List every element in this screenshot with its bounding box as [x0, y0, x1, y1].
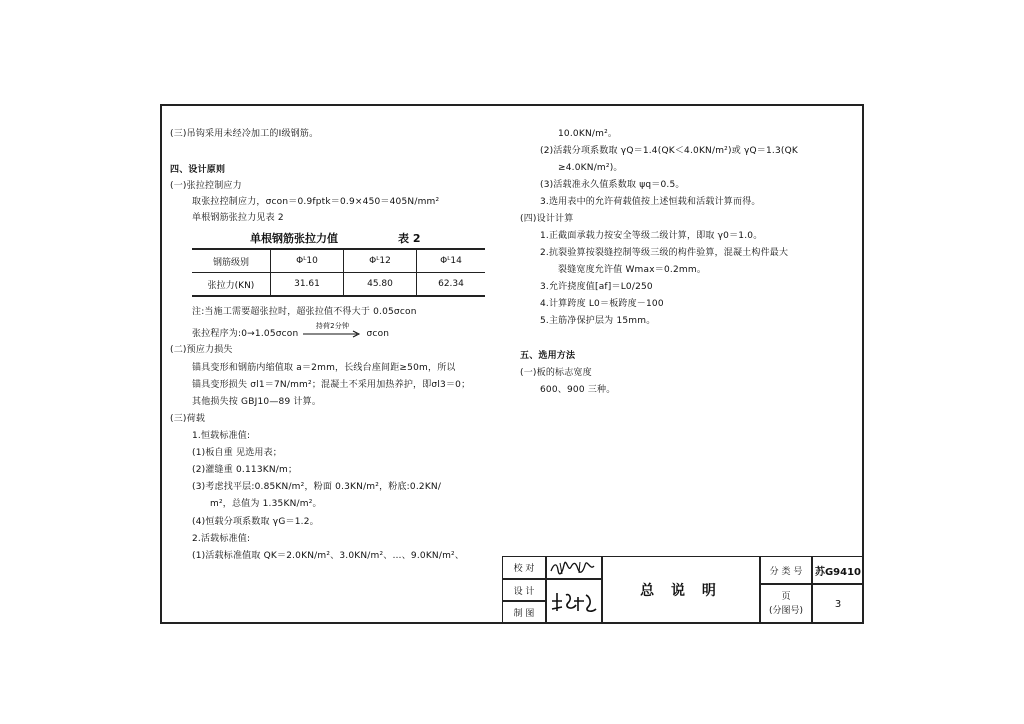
procedure-start: 张拉程序为:0→1.05σcon: [192, 329, 299, 339]
drawing-title: 总 说 明: [602, 556, 760, 624]
subsection-heading: (四)设计计算: [520, 214, 574, 224]
arrow-icon: [303, 329, 361, 339]
check-label: 校 对: [502, 556, 546, 579]
text-line: 锚具变形损失 σl1＝7N/mm²；混凝土不采用加热养护，即σl3＝0；: [192, 380, 471, 390]
text-line: (3)考虑找平层:0.85KN/m²，粉面 0.3KN/m²，粉底:0.2KN/: [192, 482, 442, 492]
text-line: 1.恒载标准值:: [192, 431, 251, 441]
text-line: 10.0KN/m²。: [558, 129, 618, 139]
hold-label: 持荷2分钟: [315, 321, 350, 330]
text-line: ≥4.0KN/m²)。: [558, 163, 623, 173]
table-row: [192, 273, 485, 297]
page-number: 3: [812, 584, 864, 624]
table-cell: Φᴸ14: [417, 249, 486, 273]
category-value: 苏G9410: [812, 556, 864, 584]
design-signature-cell: [546, 579, 602, 624]
text-line: (三)吊钩采用未经冷加工的Ⅰ级钢筋。: [170, 129, 319, 139]
table-cell: 钢筋级别: [192, 249, 271, 273]
text-line: 其他损失按 GBJ10—89 计算。: [192, 397, 322, 407]
tension-table: [192, 248, 485, 297]
text-line: 锚具变形和钢筋内缩值取 a＝2mm，长线台座间距≥50m，所以: [192, 363, 456, 373]
table-cell: 31.61: [271, 273, 344, 297]
design-label: 设 计: [502, 579, 546, 601]
text-line: (2)活载分项系数取 γQ＝1.4(QK＜4.0KN/m²)或 γQ＝1.3(QK: [540, 146, 798, 156]
text-line: 3.选用表中的允许荷载值按上述恒载和活载计算而得。: [540, 197, 761, 207]
subsection-heading: (一)张拉控制应力: [170, 181, 242, 191]
table-cell: 张拉力(KN): [192, 273, 271, 297]
text-line: (2)灌缝重 0.113KN/m；: [192, 465, 298, 475]
draw-label: 制 图: [502, 601, 546, 624]
text-line: (4)恒载分项系数取 γG＝1.2。: [192, 517, 319, 527]
text-line: 600、900 三种。: [540, 385, 616, 395]
table-cell: Φᴸ10: [271, 249, 344, 273]
signature-icon: [548, 559, 600, 577]
table-number: 表 2: [398, 232, 421, 245]
category-label: 分 类 号: [760, 556, 812, 584]
procedure-end: σcon: [366, 329, 390, 339]
table-title: 单根钢筋张拉力值: [250, 232, 338, 245]
text-line: 单根钢筋张拉力见表 2: [192, 213, 284, 223]
page-sub-label: (分图号): [768, 606, 804, 616]
section-heading: 四、设计原则: [170, 165, 226, 175]
section-heading: 五、选用方法: [520, 351, 576, 361]
table-header-row: [192, 249, 485, 273]
tension-procedure: [192, 321, 390, 340]
text-line: 取张拉控制应力，σcon＝0.9fptk＝0.9×450＝405N/mm²: [192, 197, 440, 207]
text-line: m²，总值为 1.35KN/m²。: [210, 499, 322, 509]
page-label-cell: [760, 584, 812, 624]
text-line: 4.计算跨度 L0＝板跨度－100: [540, 299, 664, 309]
table-cell: 62.34: [417, 273, 486, 297]
text-line: 1.正截面承载力按安全等级二级计算，即取 γ0＝1.0。: [540, 231, 763, 241]
signature-icon: [548, 587, 600, 617]
text-line: (1)板自重 见选用表；: [192, 448, 283, 458]
page-label: 页: [781, 592, 791, 602]
subsection-heading: (一)板的标志宽度: [520, 368, 592, 378]
procedure-arrow: [303, 321, 361, 339]
table-cell: 45.80: [344, 273, 417, 297]
text-line: 2.抗裂验算按裂缝控制等级三级的构件验算，混凝土构件最大: [540, 248, 789, 258]
check-signature-cell: [546, 556, 602, 579]
table-cell: Φᴸ12: [344, 249, 417, 273]
note-line: 注:当施工需要超张拉时，超张拉值不得大于 0.05σcon: [192, 307, 417, 317]
text-line: 裂缝宽度允许值 Wmax＝0.2mm。: [558, 265, 707, 275]
text-line: 5.主筋净保护层为 15mm。: [540, 316, 656, 326]
drawing-sheet: [160, 104, 864, 624]
text-line: 2.活载标准值:: [192, 534, 251, 544]
text-line: (3)活载准永久值系数取 ψq＝0.5。: [540, 180, 685, 190]
text-line: 3.允许挠度值[af]＝L0/250: [540, 282, 653, 292]
subsection-heading: (二)预应力损失: [170, 345, 233, 355]
subsection-heading: (三)荷载: [170, 414, 206, 424]
text-line: (1)活载标准值取 QK＝2.0KN/m²、3.0KN/m²、…、9.0KN/m²、: [192, 551, 465, 561]
